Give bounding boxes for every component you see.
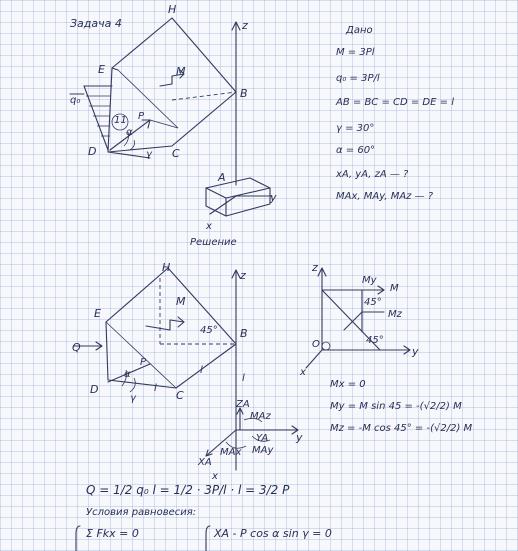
fig3-moment-mz: Mz [388,309,402,320]
given-line: AB = BC = CD = DE = l [336,97,454,108]
fig2-angle-45: 45° [200,325,218,336]
fig3-moment-my: My [362,275,377,286]
given-heading: Дано [346,25,373,36]
fig1-label-c: C [172,147,180,160]
fig2-reaction-za: ZA [236,399,250,410]
given-line: q₀ = 3P/l [336,73,380,84]
given-line: MAx, MAy, MAz — ? [336,191,434,202]
fig3-axis-x: x [300,367,306,378]
fig1-axis-y: y [270,191,277,204]
fig2-label-h: H [162,261,171,274]
fig2-reaction-max: MAx [220,447,242,458]
fig2-angle-gamma: γ [130,393,136,404]
fig1-load-q0: q₀ [70,95,81,106]
fig2-label-b: B [240,327,248,340]
fig1-angle-alpha: α [126,127,133,138]
fig1-label-h: H [168,3,177,16]
fig1-angle-gamma: γ [146,149,152,160]
equation-mz: Mz = -M cos 45° = -(√2/2) M [330,423,473,434]
fig2-moment-m: M [176,295,186,308]
fig2-force-p: P [140,357,147,368]
fig2-reaction-maz: MAz [250,411,271,422]
given-line: γ = 30° [336,123,375,134]
fig2-axis-x: x [212,471,218,482]
given-line: M = 3Pl [336,47,375,58]
fig3-axis-z: z [312,261,318,274]
conditions-label: Условия равновесия: [86,507,197,518]
fig2-angle-alpha: α [124,369,131,380]
fig1-moment-m: M [176,65,186,78]
sum-fx-equation: Σ Fkx = 0 [86,527,139,540]
xa-equation: XA - P cos α sin γ = 0 [214,527,332,540]
fig2-reaction-ya: YA [256,433,269,444]
fig3-origin: O [312,339,320,350]
fig1-force-p: P [138,111,145,122]
fig3-moment-m: M [390,283,399,294]
given-line: α = 60° [336,145,376,156]
equation-my: My = M sin 45 = -(√2/2) M [330,401,462,412]
fig1-axis-z: z [242,19,248,32]
fig2-length-l: l [154,383,157,394]
fig2-label-d: D [90,383,99,396]
q-formula: Q = 1/2 q₀ l = 1/2 · 3P/l · l = 3/2 P [86,483,290,497]
problem-title: Задача 4 [70,17,122,30]
fig2-axis-y: y [296,431,303,444]
fig2-label-c: C [176,389,184,402]
equation-mx: Mx = 0 [330,379,366,390]
fig2-axis-z: z [240,269,246,282]
fig2-load-q: Q [72,341,81,354]
solution-label: Решение [190,237,237,248]
figure-1 [70,18,272,216]
fig1-mark: 11 [114,115,127,126]
fig2-reaction-may: MAy [252,445,274,456]
fig2-length-l: l [242,373,245,384]
fig2-length-l: l [200,365,203,376]
fig2-label-e: E [94,307,101,320]
given-line: xA, yA, zA — ? [336,169,409,180]
fig3-angle: 45° [364,297,382,308]
fig2-reaction-xa: XA [198,457,212,468]
fig3-angle: 45° [366,335,384,346]
fig1-label-e: E [98,63,105,76]
fig1-label-d: D [88,145,97,158]
fig3-axis-y: y [412,345,419,358]
fig1-axis-x: x [206,221,212,232]
fig1-label-b: B [240,87,248,100]
fig1-label-a: A [218,171,226,184]
